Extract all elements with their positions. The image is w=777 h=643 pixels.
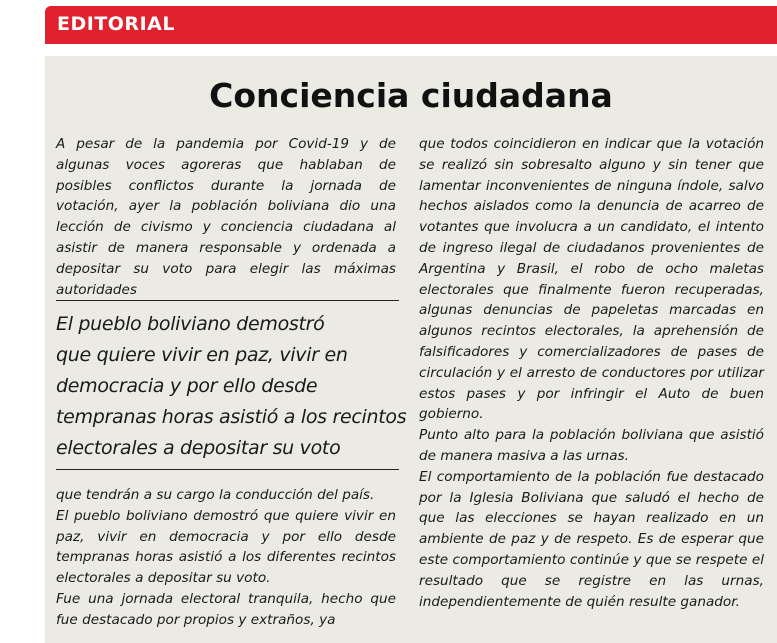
pull-quote xyxy=(56,309,407,464)
paragraph: Fue una jornada electoral tranquila, hecho que fue destacado por propios y extraños, ya xyxy=(56,590,396,628)
paragraph: El comportamiento de la población fue destacado por la Iglesia Boliviana que saludó el hecho de que las elecciones se hayan realizado en un ambiente de paz y de respeto. Es de esperar que este comportamiento continúe y que se respete el resultado que se registre en las urnas, independientemente de quién resulte ganador. xyxy=(419,468,764,610)
pull-quote-line: El pueblo boliviano demostró xyxy=(56,313,325,335)
paragraph: A pesar de la pandemia por Covid-19 y de algunas voces agoreras que hablaban de posibles conflictos durante la jornada de votación, ayer la población boliviana dio una lección de civismo y conciencia ciudadana al asistir de manera responsable y ordenada a depositar su voto para elegir las máximas autoridades xyxy=(56,136,396,298)
left-column-bottom xyxy=(56,485,396,631)
paragraph: que todos coincidieron en indicar que la votación se realizó sin sobresalto alguno y sin tener que lamentar inconvenientes de ninguna índole, salvo hechos aislados como la denuncia de acarreo de votantes que involucra a un candidato, el intento de ingreso ilegal de ciudadanos provenientes de Argentina y Brasil, el robo de ocho maletas electorales que finalmente fueron recuperadas, algunas denuncias de papeletas marcadas en algunos recintos electorales, la aprehensión de falsificadores y comercializadores de pases de circulación y el arresto de conductores por utilizar estos pases y por infringir el Auto de buen gobierno. xyxy=(419,136,764,423)
paragraph: Punto alto para la población boliviana que asistió de manera masiva a las urnas. xyxy=(419,427,764,464)
pull-quote-line: democracia y por ello desde xyxy=(56,375,318,397)
pull-quote-line: tempranas horas asistió a los recintos xyxy=(56,406,407,428)
pull-quote-top-rule xyxy=(56,300,399,301)
pull-quote-line: electorales a depositar su voto xyxy=(56,437,341,459)
article-title: Conciencia ciudadana xyxy=(209,76,613,115)
paragraph: El pueblo boliviano demostró que quiere vivir en paz, vivir en democracia y por ello desde tempranas horas asistió a los diferentes recintos electorales a depositar su voto. xyxy=(56,507,396,587)
pull-quote-line: que quiere vivir en paz, vivir en xyxy=(56,344,348,366)
right-column xyxy=(419,134,764,612)
pull-quote-bottom-rule xyxy=(56,469,399,470)
paragraph: que tendrán a su cargo la conducción del país. xyxy=(56,487,375,503)
left-column-top xyxy=(56,134,396,300)
section-label: EDITORIAL xyxy=(57,13,175,35)
